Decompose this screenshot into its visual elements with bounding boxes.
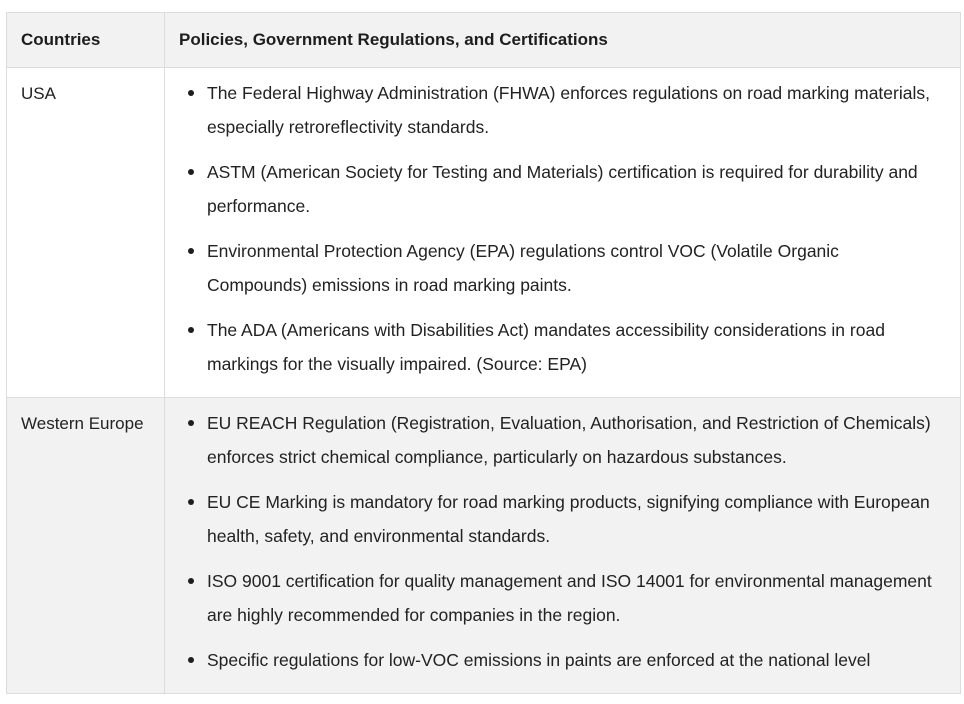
country-cell: Western Europe xyxy=(7,398,165,694)
policy-item xyxy=(207,234,940,302)
bullet-icon xyxy=(188,248,194,254)
policies-cell xyxy=(165,68,961,398)
policy-text: Specific regulations for low-VOC emissions in paints are enforced at the national level xyxy=(207,650,871,670)
policy-text: ISO 9001 certification for quality management and ISO 14001 for environmental management are highly recommended for companies in the region. xyxy=(207,571,932,625)
policies-cell xyxy=(165,398,961,694)
policy-text: The Federal Highway Administration (FHWA) enforces regulations on road marking materials, especially retroreflectivity standards. xyxy=(207,83,930,137)
regulations-table-container xyxy=(6,12,960,694)
table-header-row xyxy=(7,13,961,68)
policy-text: The ADA (Americans with Disabilities Act) mandates accessibility considerations in road markings for the visually impaired. (Source: EPA) xyxy=(207,320,885,374)
policy-item xyxy=(207,76,940,144)
bullet-icon xyxy=(188,499,194,505)
policy-list xyxy=(179,76,940,381)
policy-item xyxy=(207,313,940,381)
policy-item xyxy=(207,406,940,474)
regulations-table xyxy=(6,12,961,694)
bullet-icon xyxy=(188,578,194,584)
country-cell: USA xyxy=(7,68,165,398)
policy-text: ASTM (American Society for Testing and Materials) certification is required for durability and performance. xyxy=(207,162,918,216)
table-row-western-europe xyxy=(7,398,961,694)
policy-item xyxy=(207,643,940,677)
policy-list xyxy=(179,406,940,677)
policy-text: Environmental Protection Agency (EPA) regulations control VOC (Volatile Organic Compounds) emissions in road marking paints. xyxy=(207,241,839,295)
bullet-icon xyxy=(188,657,194,663)
bullet-icon xyxy=(188,327,194,333)
policy-text: EU CE Marking is mandatory for road marking products, signifying compliance with European health, safety, and environmental standards. xyxy=(207,492,930,546)
bullet-icon xyxy=(188,420,194,426)
header-countries: Countries xyxy=(7,13,165,68)
header-policies: Policies, Government Regulations, and Certifications xyxy=(165,13,961,68)
policy-item xyxy=(207,155,940,223)
policy-item xyxy=(207,485,940,553)
bullet-icon xyxy=(188,169,194,175)
policy-text: EU REACH Regulation (Registration, Evaluation, Authorisation, and Restriction of Chemicals) enforces strict chemical compliance, particularly on hazardous substances. xyxy=(207,413,931,467)
bullet-icon xyxy=(188,90,194,96)
table-row-usa xyxy=(7,68,961,398)
policy-item xyxy=(207,564,940,632)
